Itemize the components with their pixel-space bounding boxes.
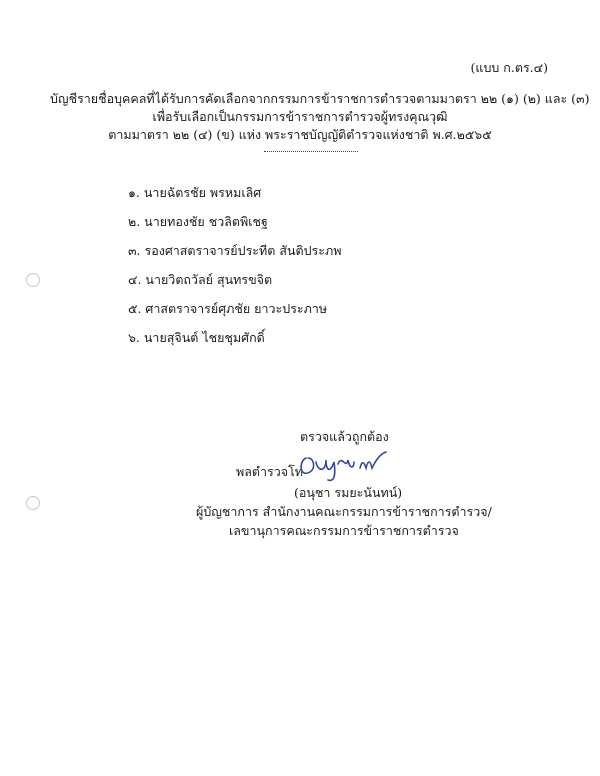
list-item: ๒. นายทองชัย ชวลิตพิเชฐ (128, 214, 268, 229)
heading-line: เพื่อรับเลือกเป็นกรรมการข้าราชการตำรวจผู้ทรงคุณวุฒิ (152, 109, 448, 124)
list-item: ๕. ศาสตราจารย์ศุภชัย ยาวะประภาษ (128, 301, 328, 316)
punch-hole (26, 273, 40, 287)
punch-hole (26, 496, 40, 510)
certification-text: ตรวจแล้วถูกต้อง (300, 429, 389, 444)
position-line: เลขานุการคณะกรรมการข้าราชการตำรวจ (229, 523, 459, 538)
heading-line: ตามมาตรา ๒๒ (๔) (ข) แห่ง พระราชบัญญัติตำรวจแห่งชาติ พ.ศ.๒๕๖๕ (108, 127, 492, 142)
nominee-list (128, 183, 341, 357)
signer-name: (อนุชา รมยะนันทน์) (294, 485, 403, 500)
list-item: ๖. นายสุจินต์ ไชยชุมศักดิ์ (128, 330, 265, 345)
document-heading (50, 90, 590, 144)
signer-position (196, 502, 492, 540)
form-code: (แบบ ก.ตร.๔) (470, 60, 548, 75)
dotted-divider (264, 151, 358, 152)
list-item: ๔. นายวิตถวัลย์ สุนทรขจิต (128, 272, 273, 287)
handwritten-signature (296, 448, 388, 482)
list-item: ๑. นายฉัตรชัย พรหมเลิศ (128, 185, 262, 200)
heading-line: บัญชีรายชื่อบุคคลที่ได้รับการคัดเลือกจากกรรมการข้าราชการตำรวจตามมาตรา ๒๒ (๑) (๒) และ (๓) (50, 91, 590, 106)
signer-rank: พลตำรวจโท (236, 464, 304, 479)
list-item: ๓. รองศาสตราจารย์ประทีต สันติประภพ (128, 243, 342, 258)
position-line: ผู้บัญชาการ สำนักงานคณะกรรมการข้าราชการตำรวจ/ (196, 504, 492, 519)
